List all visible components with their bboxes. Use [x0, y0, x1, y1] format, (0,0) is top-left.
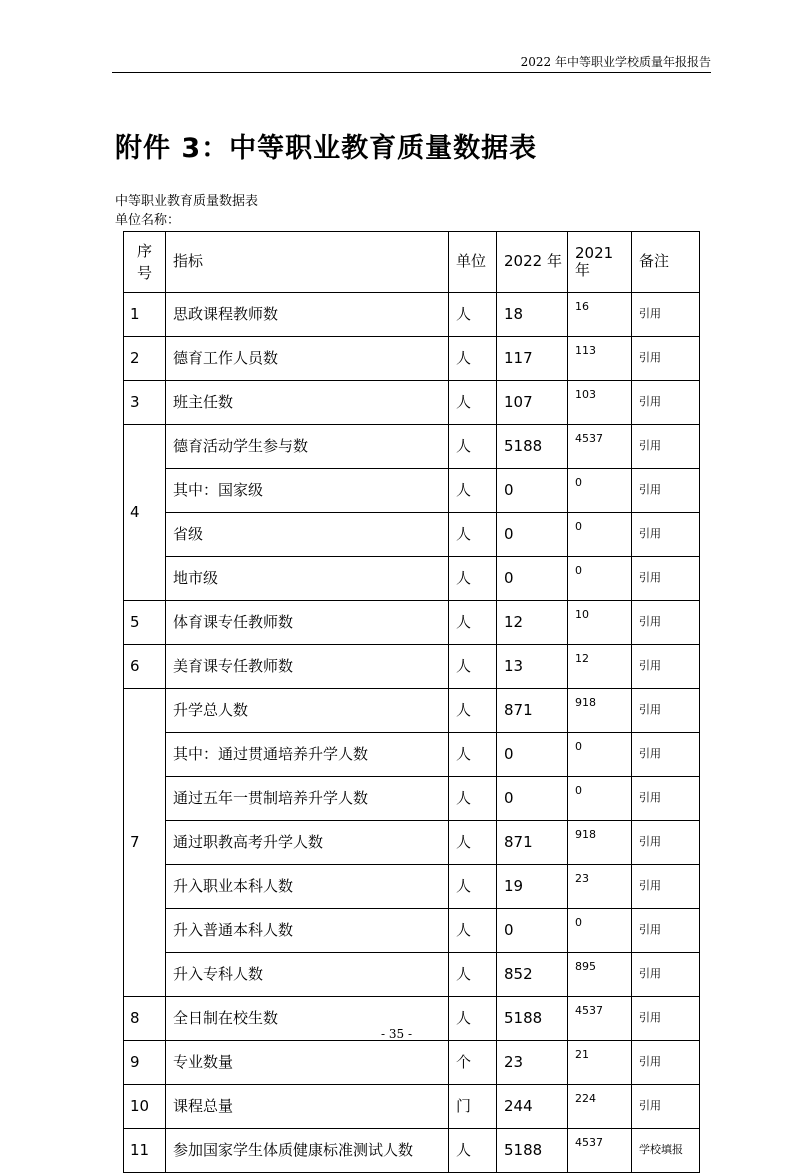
table-row — [124, 689, 700, 733]
cell-unit: 人 — [449, 733, 497, 777]
cell-note: 引用 — [632, 733, 700, 777]
table-row — [124, 1041, 700, 1085]
cell-seq: 10 — [124, 1085, 166, 1129]
cell-indicator: 升入职业本科人数 — [166, 865, 449, 909]
table-row — [124, 381, 700, 425]
cell-seq: 5 — [124, 601, 166, 645]
cell-y2022: 871 — [497, 821, 568, 865]
header-divider — [112, 72, 711, 73]
cell-note: 引用 — [632, 1085, 700, 1129]
cell-y2022: 5188 — [497, 1129, 568, 1173]
header-2021: 2021 年 — [568, 232, 632, 293]
cell-y2021: 113 — [568, 337, 632, 381]
cell-note: 引用 — [632, 865, 700, 909]
cell-note: 引用 — [632, 1041, 700, 1085]
cell-seq: 11 — [124, 1129, 166, 1173]
table-row — [124, 513, 700, 557]
cell-note: 引用 — [632, 557, 700, 601]
cell-note: 引用 — [632, 425, 700, 469]
table-row — [124, 601, 700, 645]
cell-note: 引用 — [632, 337, 700, 381]
cell-indicator: 通过职教高考升学人数 — [166, 821, 449, 865]
table-caption: 中等职业教育质量数据表 — [115, 194, 259, 209]
cell-y2022: 0 — [497, 469, 568, 513]
table-row — [124, 557, 700, 601]
table-row — [124, 821, 700, 865]
cell-indicator: 班主任数 — [166, 381, 449, 425]
cell-unit: 人 — [449, 821, 497, 865]
cell-indicator: 通过五年一贯制培养升学人数 — [166, 777, 449, 821]
cell-unit: 人 — [449, 1129, 497, 1173]
table-row — [124, 337, 700, 381]
cell-indicator: 美育课专任教师数 — [166, 645, 449, 689]
cell-seq: 9 — [124, 1041, 166, 1085]
cell-y2022: 244 — [497, 1085, 568, 1129]
cell-unit: 人 — [449, 381, 497, 425]
cell-unit: 门 — [449, 1085, 497, 1129]
table-row — [124, 777, 700, 821]
cell-y2022: 5188 — [497, 997, 568, 1041]
cell-seq: 1 — [124, 293, 166, 337]
cell-indicator: 其中：通过贯通培养升学人数 — [166, 733, 449, 777]
cell-y2021: 0 — [568, 469, 632, 513]
cell-y2021: 224 — [568, 1085, 632, 1129]
cell-unit: 人 — [449, 557, 497, 601]
cell-note: 学校填报 — [632, 1129, 700, 1173]
cell-indicator: 全日制在校生数 — [166, 997, 449, 1041]
cell-y2022: 0 — [497, 733, 568, 777]
table-row — [124, 865, 700, 909]
cell-indicator: 思政课程教师数 — [166, 293, 449, 337]
cell-seq: 2 — [124, 337, 166, 381]
cell-y2021: 0 — [568, 557, 632, 601]
table-row — [124, 293, 700, 337]
cell-unit: 人 — [449, 337, 497, 381]
cell-y2021: 103 — [568, 381, 632, 425]
cell-unit: 人 — [449, 689, 497, 733]
cell-y2022: 12 — [497, 601, 568, 645]
cell-indicator: 德育活动学生参与数 — [166, 425, 449, 469]
table-header-row — [124, 232, 700, 293]
cell-y2021: 10 — [568, 601, 632, 645]
cell-unit: 人 — [449, 645, 497, 689]
cell-seq: 7 — [124, 689, 166, 997]
cell-note: 引用 — [632, 293, 700, 337]
cell-note: 引用 — [632, 645, 700, 689]
table-row — [124, 733, 700, 777]
cell-note: 引用 — [632, 513, 700, 557]
header-seq-label: 序 号 — [136, 241, 152, 282]
cell-y2021: 4537 — [568, 997, 632, 1041]
cell-y2021: 16 — [568, 293, 632, 337]
cell-unit: 人 — [449, 425, 497, 469]
cell-seq: 8 — [124, 997, 166, 1041]
cell-indicator: 升学总人数 — [166, 689, 449, 733]
cell-y2021: 0 — [568, 777, 632, 821]
running-header: 2022 年中等职业学校质量年报报告 — [520, 55, 711, 69]
table-row — [124, 645, 700, 689]
page-number: - 35 - — [380, 1027, 412, 1041]
cell-indicator: 升入专科人数 — [166, 953, 449, 997]
cell-indicator: 课程总量 — [166, 1085, 449, 1129]
cell-y2022: 0 — [497, 513, 568, 557]
cell-unit: 人 — [449, 293, 497, 337]
header-unit: 单位 — [449, 232, 497, 293]
cell-note: 引用 — [632, 469, 700, 513]
table-row — [124, 469, 700, 513]
cell-seq: 6 — [124, 645, 166, 689]
cell-indicator: 省级 — [166, 513, 449, 557]
cell-note: 引用 — [632, 777, 700, 821]
cell-indicator: 体育课专任教师数 — [166, 601, 449, 645]
cell-note: 引用 — [632, 953, 700, 997]
cell-unit: 人 — [449, 953, 497, 997]
header-note: 备注 — [632, 232, 700, 293]
cell-indicator: 德育工作人员数 — [166, 337, 449, 381]
cell-indicator: 专业数量 — [166, 1041, 449, 1085]
cell-y2021: 0 — [568, 733, 632, 777]
cell-y2021: 0 — [568, 909, 632, 953]
cell-unit: 人 — [449, 865, 497, 909]
cell-note: 引用 — [632, 909, 700, 953]
cell-unit: 人 — [449, 997, 497, 1041]
cell-y2021: 918 — [568, 821, 632, 865]
cell-y2022: 117 — [497, 337, 568, 381]
cell-note: 引用 — [632, 821, 700, 865]
cell-seq: 4 — [124, 425, 166, 601]
cell-unit: 人 — [449, 469, 497, 513]
table-row — [124, 909, 700, 953]
table-row — [124, 953, 700, 997]
cell-y2022: 0 — [497, 909, 568, 953]
cell-y2021: 4537 — [568, 425, 632, 469]
cell-seq: 3 — [124, 381, 166, 425]
cell-y2022: 871 — [497, 689, 568, 733]
cell-indicator: 参加国家学生体质健康标准测试人数 — [166, 1129, 449, 1173]
cell-y2021: 0 — [568, 513, 632, 557]
cell-y2021: 21 — [568, 1041, 632, 1085]
cell-y2022: 13 — [497, 645, 568, 689]
cell-note: 引用 — [632, 689, 700, 733]
cell-y2021: 895 — [568, 953, 632, 997]
cell-indicator: 升入普通本科人数 — [166, 909, 449, 953]
cell-unit: 人 — [449, 601, 497, 645]
header-seq — [124, 232, 166, 293]
cell-y2022: 18 — [497, 293, 568, 337]
cell-y2022: 0 — [497, 777, 568, 821]
table-row — [124, 425, 700, 469]
cell-unit: 人 — [449, 513, 497, 557]
cell-unit: 人 — [449, 777, 497, 821]
cell-y2021: 12 — [568, 645, 632, 689]
cell-unit: 人 — [449, 909, 497, 953]
cell-y2021: 4537 — [568, 1129, 632, 1173]
cell-note: 引用 — [632, 997, 700, 1041]
cell-y2022: 852 — [497, 953, 568, 997]
cell-unit: 个 — [449, 1041, 497, 1085]
cell-y2022: 19 — [497, 865, 568, 909]
cell-y2021: 918 — [568, 689, 632, 733]
cell-y2022: 0 — [497, 557, 568, 601]
cell-note: 引用 — [632, 381, 700, 425]
header-2022: 2022 年 — [497, 232, 568, 293]
cell-y2022: 107 — [497, 381, 568, 425]
cell-indicator: 地市级 — [166, 557, 449, 601]
unit-name-label: 单位名称： — [115, 213, 181, 228]
cell-note: 引用 — [632, 601, 700, 645]
cell-y2022: 23 — [497, 1041, 568, 1085]
cell-y2021: 23 — [568, 865, 632, 909]
cell-y2022: 5188 — [497, 425, 568, 469]
table-row — [124, 1129, 700, 1173]
cell-indicator: 其中：国家级 — [166, 469, 449, 513]
page-title: 附件 3：中等职业教育质量数据表 — [115, 133, 538, 164]
header-indicator: 指标 — [166, 232, 449, 293]
